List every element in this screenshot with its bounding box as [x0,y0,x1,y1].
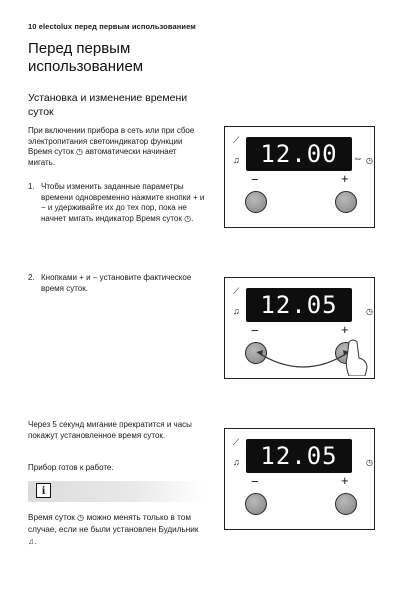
minus-label: − [251,172,259,187]
bell-icon: ♫ [233,306,240,316]
note-paragraph: Время суток ◷ можно менять только в том случае, если не были установлен Будильник ♫. [28,513,199,546]
clock-icon: ◷ [366,307,373,316]
step-2 [28,273,206,294]
page-header: 10 electolux перед первым использованием [28,22,196,31]
step-1 [28,182,206,224]
control-panel-3 [224,428,375,530]
cooking-pot-icon: ⟋ [233,286,240,296]
press-arrow-icon [253,338,353,374]
minus-label: − [251,323,259,338]
plus-label: + [341,171,349,186]
lcd-display [246,137,352,171]
after-steps-paragraph: Через 5 секунд мигание прекратится и часы покажут установленное время суток. [28,420,192,440]
step-1-text: Чтобы изменить заданные параметры времени одновременно нажмите кнопки + и − и удерживайте их до тех пор, пока не начнет мигать индикатор Время суток ◷. [41,182,205,223]
time-display: 12.05 [260,442,338,470]
minus-label: − [251,474,259,489]
lcd-display [246,439,352,473]
bell-icon: ♫ [233,457,240,467]
section-subtitle: Установка и изменение времени суток [28,92,188,118]
cooking-pot-icon: ⟋ [233,437,240,447]
lcd-display [246,288,352,322]
control-panel-2 [224,277,375,379]
info-icon: i [36,483,51,498]
step-2-text: Кнопками + и − установите фактическое время суток. [41,273,192,293]
clock-icon: ◷ [366,458,373,467]
step-1-number: 1. [28,182,35,191]
page-title [28,40,143,76]
finger-icon [343,338,371,376]
clock-icon: ◷ [366,156,373,165]
ready-paragraph: Прибор готов к работе. [28,463,114,472]
title-line-2: использованием [28,58,144,75]
cooking-pot-icon: ⟋ [233,135,240,145]
plus-button[interactable] [335,191,357,213]
arrow-icon: ⇔ [353,153,363,164]
bell-icon: ♫ [233,155,240,165]
step-2-number: 2. [28,273,35,282]
control-panel-1 [224,126,375,228]
plus-label: + [341,322,349,337]
minus-button[interactable] [245,493,267,515]
time-display: 12.00 [260,140,338,168]
title-line-1: Перед первым [28,40,131,57]
intro-paragraph: При включении прибора в сеть или при сбое электропитания светоиндикатор функции Время суток ◷ автоматически начинает мигать. [28,126,195,167]
time-display: 12.05 [260,291,338,319]
plus-button[interactable] [335,493,357,515]
minus-button[interactable] [245,191,267,213]
plus-label: + [341,473,349,488]
info-bar [28,481,205,502]
